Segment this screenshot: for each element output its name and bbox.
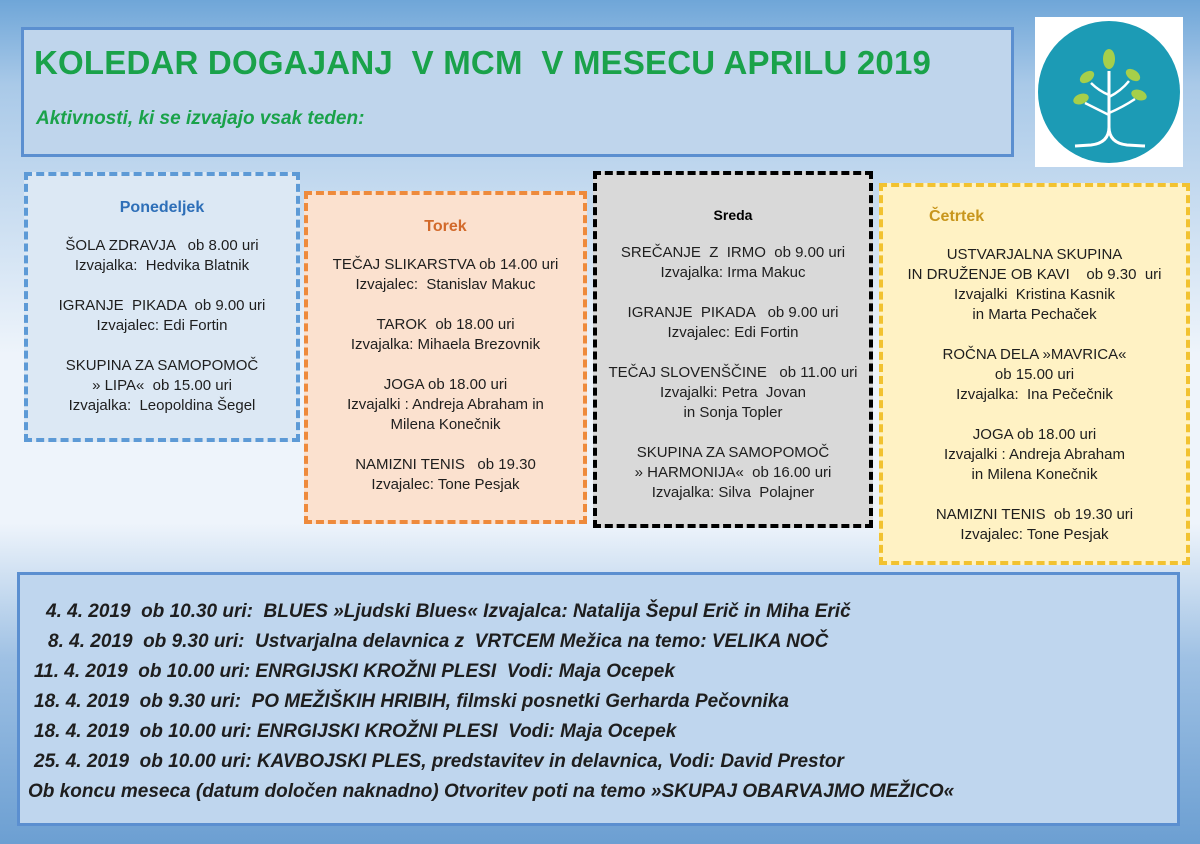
activity-line: SREČANJE Z IRMO ob 9.00 uri	[620, 244, 846, 261]
activity-line: Izvajalka: Hedvika Blatnik	[74, 257, 250, 274]
activity-line: ob 15.00 uri	[994, 366, 1075, 383]
monday-activity	[28, 356, 296, 416]
activity-line: » HARMONIJA« ob 16.00 uri	[634, 464, 832, 481]
header-panel	[21, 27, 1014, 157]
day-title-tuesday: Torek	[424, 218, 467, 235]
activity-line: Izvajalki : Andreja Abraham in	[347, 396, 544, 413]
activity-line: Izvajalec: Edi Fortin	[667, 324, 799, 341]
tuesday-activity	[308, 255, 583, 295]
day-title-thursday: Četrtek	[929, 208, 985, 225]
monday-activity	[28, 236, 296, 276]
activity-line: Izvajalka: Irma Makuc	[660, 264, 806, 281]
wednesday-panel	[593, 171, 873, 528]
activity-line: Izvajalec: Stanislav Makuc	[355, 276, 536, 293]
monday-activity	[28, 296, 296, 336]
wednesday-activity	[597, 243, 869, 283]
activity-line: TAROK ob 18.00 uri	[376, 316, 515, 333]
wednesday-activity	[597, 363, 869, 423]
day-title-monday: Ponedeljek	[119, 199, 205, 216]
activity-line: Izvajalka: Silva Polajner	[651, 484, 815, 501]
activity-line: Izvajalki Kristina Kasnik	[954, 286, 1115, 303]
event-row: 18. 4. 2019 ob 10.00 uri: ENRGIJSKI KROŽNI PLESI Vodi: Maja Ocepek	[34, 721, 677, 742]
logo	[1035, 17, 1183, 167]
tuesday-activity	[308, 315, 583, 355]
activity-line: JOGA ob 18.00 uri	[972, 426, 1097, 443]
activity-line: in Marta Pechaček	[972, 306, 1097, 323]
event-row: 18. 4. 2019 ob 9.30 uri: PO MEŽIŠKIH HRIBIH, filmski posnetki Gerharda Pečovnika	[34, 691, 789, 712]
activity-line: ŠOLA ZDRAVJA ob 8.00 uri	[65, 237, 259, 254]
activity-line: Izvajalka: Leopoldina Šegel	[68, 397, 256, 414]
activity-line: SKUPINA ZA SAMOPOMOČ	[636, 444, 830, 461]
activity-line: Izvajalka: Mihaela Brezovnik	[350, 336, 541, 353]
activity-line: » LIPA« ob 15.00 uri	[92, 377, 232, 394]
thursday-panel	[879, 183, 1190, 565]
weekly-activities-subtitle: Aktivnosti, ki se izvajajo vsak teden:	[36, 108, 365, 129]
activity-line: Izvajalec: Tone Pesjak	[371, 476, 520, 493]
tuesday-panel	[304, 191, 587, 524]
activity-line: Izvajalki : Andreja Abraham	[944, 446, 1125, 463]
activity-line: Izvajalec: Tone Pesjak	[960, 526, 1109, 543]
event-row: Ob koncu meseca (datum določen naknadno) Otvoritev poti na temo »SKUPAJ OBARVAJMO MEŽICO«	[28, 781, 955, 802]
thursday-activity	[883, 245, 1186, 325]
tuesday-activity	[308, 455, 583, 495]
activity-line: in Milena Konečnik	[971, 466, 1098, 483]
activity-line: Milena Konečnik	[390, 416, 501, 433]
wednesday-activity	[597, 303, 869, 343]
event-row: 25. 4. 2019 ob 10.00 uri: KAVBOJSKI PLES, predstavitev in delavnica, Vodi: David Prestor	[34, 751, 844, 772]
activity-line: USTVARJALNA SKUPINA	[946, 246, 1123, 263]
day-title-wednesday: Sreda	[713, 207, 753, 223]
activity-line: TEČAJ SLOVENŠČINE ob 11.00 uri	[608, 364, 858, 381]
event-row: 8. 4. 2019 ob 9.30 uri: Ustvarjalna delavnica z VRTCEM Mežica na temo: VELIKA NOČ	[48, 631, 829, 652]
activity-line: IN DRUŽENJE OB KAVI ob 9.30 uri	[907, 266, 1162, 283]
monthly-events-panel	[17, 572, 1180, 826]
activity-line: Izvajalec: Edi Fortin	[96, 317, 228, 334]
tuesday-activity	[308, 375, 583, 435]
tree-icon	[1035, 17, 1183, 167]
page-title: KOLEDAR DOGAJANJ V MCM V MESECU APRILU 2019	[34, 44, 932, 81]
thursday-activity	[883, 505, 1186, 545]
event-row: 11. 4. 2019 ob 10.00 uri: ENRGIJSKI KROŽNI PLESI Vodi: Maja Ocepek	[34, 661, 675, 682]
event-row: 4. 4. 2019 ob 10.30 uri: BLUES »Ljudski Blues« Izvajalca: Natalija Šepul Erič in Miha Erič	[46, 601, 851, 622]
activity-line: IGRANJE PIKADA ob 9.00 uri	[58, 297, 266, 314]
activity-line: ROČNA DELA »MAVRICA«	[942, 346, 1127, 363]
activity-line: JOGA ob 18.00 uri	[383, 376, 508, 393]
thursday-activity	[883, 345, 1186, 405]
thursday-activity	[883, 425, 1186, 485]
activity-line: SKUPINA ZA SAMOPOMOČ	[65, 357, 259, 374]
activity-line: Izvajalki: Petra Jovan	[660, 384, 806, 401]
activity-line: IGRANJE PIKADA ob 9.00 uri	[627, 304, 839, 321]
activity-line: NAMIZNI TENIS ob 19.30 uri	[935, 506, 1134, 523]
activity-line: NAMIZNI TENIS ob 19.30	[355, 456, 536, 473]
activity-line: Izvajalka: Ina Pečečnik	[956, 386, 1113, 403]
monday-panel	[24, 172, 300, 442]
activity-line: TEČAJ SLIKARSTVA ob 14.00 uri	[332, 256, 559, 273]
wednesday-activity	[597, 443, 869, 503]
activity-line: in Sonja Topler	[683, 404, 783, 421]
